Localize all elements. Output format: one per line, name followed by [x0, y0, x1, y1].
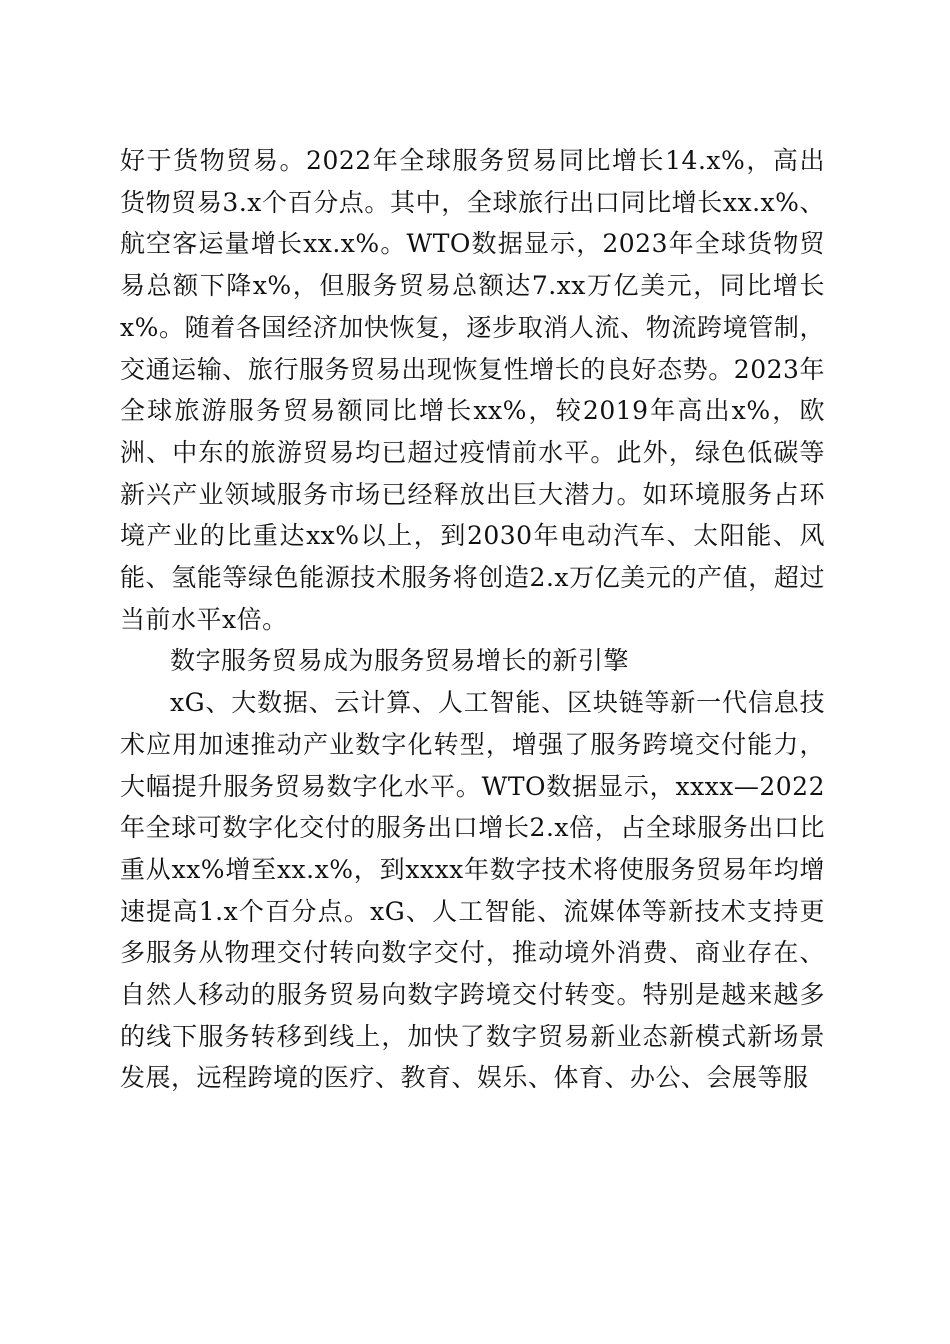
body-paragraph-continued: 好于货物贸易。2022年全球服务贸易同比增长14.x%，高出货物贸易3.x个百分点。其中，全球旅行出口同比增长xx.x%、航空客运量增长xx.x%。WTO数据显示，2023年全球货物贸易总额下降x%，但服务贸易总额达7.xx万亿美元，同比增长x%。随着各国经济加快恢复，逐步取消人流、物流跨境管制，交通运输、旅行服务贸易出现恢复性增长的良好态势。2023年全球旅游服务贸易额同比增长xx%，较2019年高出x%，欧洲、中东的旅游贸易均已超过疫情前水平。此外，绿色低碳等新兴产业领域服务市场已经释放出巨大潜力。如环境服务占环境产业的比重达xx%以上，到2030年电动汽车、太阳能、风能、氢能等绿色能源技术服务将创造2.x万亿美元的产值，超过当前水平x倍。: [120, 146, 825, 634]
section-heading: 数字服务贸易成为服务贸易增长的新引擎: [170, 646, 630, 676]
document-page: [120, 140, 825, 1099]
body-paragraph: xG、大数据、云计算、人工智能、区块链等新一代信息技术应用加速推动产业数字化转型，增强了服务跨境交付能力，大幅提升服务贸易数字化水平。WTO数据显示，xxxx—2022年全球可数字化交付的服务出口增长2.x倍，占全球服务出口比重从xx%增至xx.x%，到xxxx年数字技术将使服务贸易年均增速提高1.x个百分点。xG、人工智能、流媒体等新技术支持更多服务从物理交付转向数字交付，推动境外消费、商业存在、自然人移动的服务贸易向数字跨境交付转变。特别是越来越多的线下服务转移到线上，加快了数字贸易新业态新模式新场景发展，远程跨境的医疗、教育、娱乐、体育、办公、会展等服: [120, 688, 825, 1093]
